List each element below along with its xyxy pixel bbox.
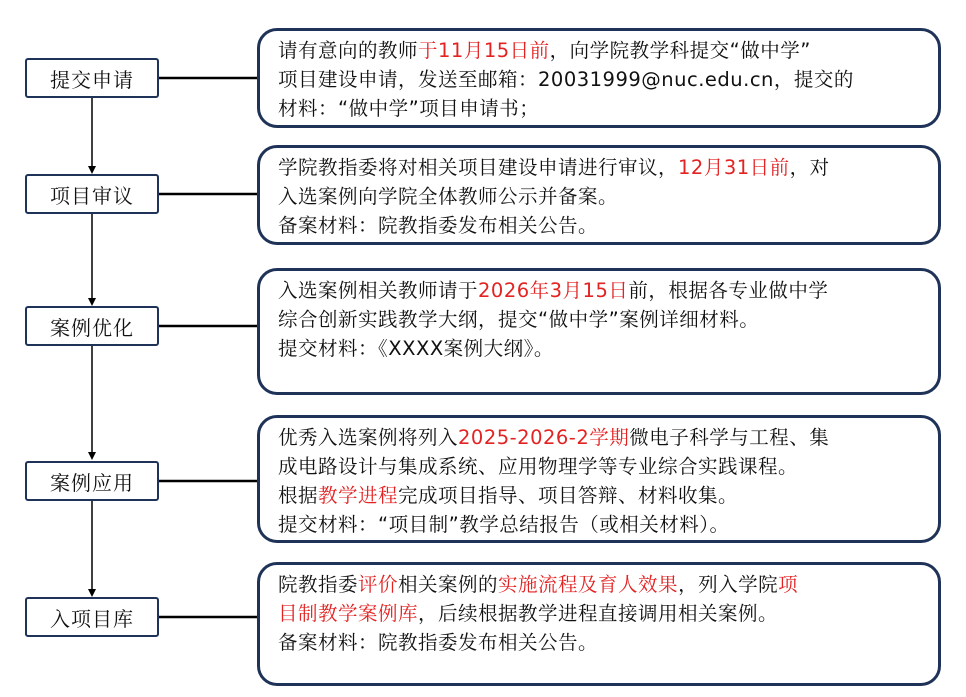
highlight-text: 教学进程 — [318, 484, 399, 507]
step-project-library: 入项目库 — [25, 597, 159, 637]
box-project-review — [257, 145, 941, 245]
description-line — [278, 276, 924, 305]
description-line — [278, 570, 924, 599]
description-line — [278, 510, 924, 539]
box-case-application — [257, 415, 941, 543]
step-submit-application: 提交申请 — [25, 58, 159, 98]
description-text: ，后续根据教学进程直接调用相关案例。 — [418, 602, 779, 625]
highlight-text: 目制教学案例库 — [278, 602, 419, 625]
box-submit-application — [257, 28, 941, 128]
highlight-text: 2025-2026-2学期 — [458, 426, 630, 449]
description-text: 入选案例相关教师请于 — [278, 279, 479, 302]
highlight-text: 评价 — [358, 573, 399, 596]
highlight-text: 实施流程及育人效果 — [498, 573, 679, 596]
description-text: 学院教指委将对相关项目建设申请进行审议， — [278, 156, 679, 179]
description-line — [278, 305, 924, 334]
description-text: 完成项目指导、项目答辩、材料收集。 — [398, 484, 739, 507]
highlight-text: 12月31日前 — [678, 156, 790, 179]
description-line — [278, 628, 924, 657]
box-case-optimization — [257, 268, 941, 395]
description-line — [278, 94, 924, 123]
description-text: 材料：“做中学”项目申请书； — [278, 97, 540, 120]
highlight-text: 项 — [778, 573, 799, 596]
description-text: 项目建设申请，发送至邮箱：20031999@nuc.edu.cn，提交的 — [278, 68, 854, 91]
description-text: 综合创新实践教学大纲，提交“做中学”案例详细材料。 — [278, 308, 760, 331]
step-case-application: 案例应用 — [25, 461, 159, 501]
description-text: 提交材料：“项目制”教学总结报告（或相关材料）。 — [278, 513, 730, 536]
step-case-optimization: 案例优化 — [25, 306, 159, 346]
box-project-library — [257, 562, 941, 686]
description-text: 请有意向的教师 — [278, 39, 419, 62]
description-text: 相关案例的 — [398, 573, 499, 596]
description-line — [278, 182, 924, 211]
description-line — [278, 599, 924, 628]
description-text: 入选案例向学院全体教师公示并备案。 — [278, 185, 619, 208]
step-project-review: 项目审议 — [25, 174, 159, 214]
description-text: 微电子科学与工程、集 — [629, 426, 830, 449]
highlight-text: 2026年3月15日 — [478, 279, 629, 302]
description-text: 成电路设计与集成系统、应用物理学等专业综合实践课程。 — [278, 455, 799, 478]
description-line — [278, 65, 924, 94]
description-text: 前，根据各专业做中学 — [628, 279, 829, 302]
description-line — [278, 423, 924, 452]
description-text: 院教指委 — [278, 573, 359, 596]
description-line — [278, 211, 924, 240]
description-text: 提交材料：《XXXX案例大纲》。 — [278, 337, 554, 360]
description-text: ，对 — [789, 156, 830, 179]
description-line — [278, 153, 924, 182]
description-text: 优秀入选案例将列入 — [278, 426, 459, 449]
description-line — [278, 452, 924, 481]
description-line — [278, 481, 924, 510]
description-text: 备案材料：院教指委发布相关公告。 — [278, 214, 599, 237]
description-text: ，向学院教学科提交“做中学” — [549, 39, 811, 62]
description-text: 备案材料：院教指委发布相关公告。 — [278, 631, 599, 654]
highlight-text: 于11月15日前 — [418, 39, 550, 62]
description-line — [278, 334, 924, 363]
description-text: 根据 — [278, 484, 319, 507]
description-line — [278, 36, 924, 65]
description-text: ，列入学院 — [678, 573, 779, 596]
